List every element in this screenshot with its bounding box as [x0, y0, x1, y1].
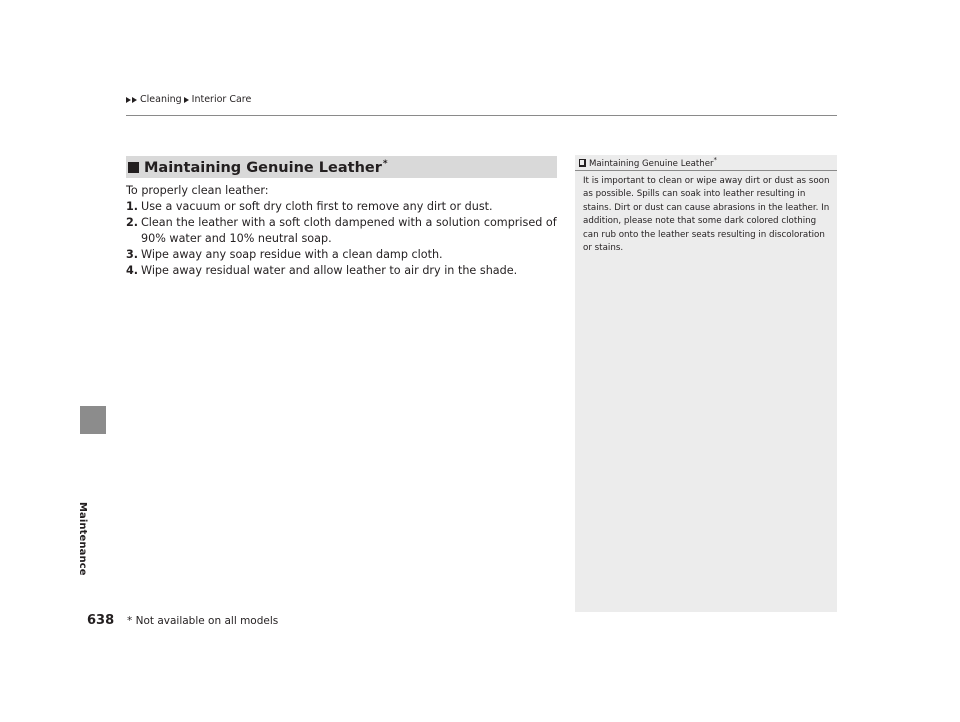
- footnote: * Not available on all models: [127, 615, 279, 627]
- note-marker-icon: [579, 159, 586, 167]
- note-availability-star: *: [713, 156, 718, 165]
- note-title[interactable]: [589, 156, 717, 169]
- step-number: 4.: [126, 264, 139, 277]
- note-title-text: Maintaining Genuine Leather: [589, 158, 714, 169]
- chapter-label-text: Maintenance: [77, 502, 88, 576]
- note-header: [575, 155, 837, 171]
- step-text: Clean the leather with a soft cloth dampened with a solution comprised of 90% water and 10% neutral soap.: [141, 216, 557, 245]
- availability-star: *: [382, 158, 388, 169]
- header-divider: [126, 115, 837, 116]
- page-number: 638: [87, 613, 115, 628]
- breadcrumb-item-cleaning[interactable]: Cleaning: [140, 94, 182, 105]
- section-body: [126, 183, 558, 279]
- breadcrumb-item-interior-care[interactable]: Interior Care: [191, 94, 252, 105]
- intro-text: To properly clean leather:: [126, 184, 269, 197]
- step-text: Use a vacuum or soft dry cloth first to remove any dirt or dust.: [141, 200, 493, 213]
- step-3: [126, 247, 558, 263]
- step-1: [126, 199, 558, 215]
- section-title-text: Maintaining Genuine Leather: [144, 159, 382, 176]
- step-4: [126, 263, 558, 279]
- note-text: It is important to clean or wipe away dirt or dust as soon as possible. Spills can soak into leather resulting in stains. Dirt or dust can cause abrasions in the leather. In addition, please note that some dark colored clothing can rub onto the leather seats resulting in discoloration or stains.: [583, 176, 830, 254]
- step-text: Wipe away any soap residue with a clean damp cloth.: [141, 248, 443, 261]
- breadcrumb-arrow-icon: [184, 97, 189, 103]
- section-square-icon: [128, 162, 139, 173]
- breadcrumb-arrow-icon: [132, 97, 137, 103]
- note-sidebar: [575, 155, 837, 612]
- chapter-tab: [80, 406, 106, 434]
- step-2: [126, 215, 558, 247]
- step-number: 1.: [126, 200, 139, 213]
- step-number: 2.: [126, 216, 139, 229]
- step-text: Wipe away residual water and allow leather to air dry in the shade.: [141, 264, 518, 277]
- step-number: 3.: [126, 248, 139, 261]
- breadcrumb: [126, 94, 251, 105]
- breadcrumb-arrow-icon: [126, 97, 131, 103]
- section-header: [126, 156, 557, 178]
- chapter-label: [77, 440, 104, 576]
- section-title: [144, 159, 388, 176]
